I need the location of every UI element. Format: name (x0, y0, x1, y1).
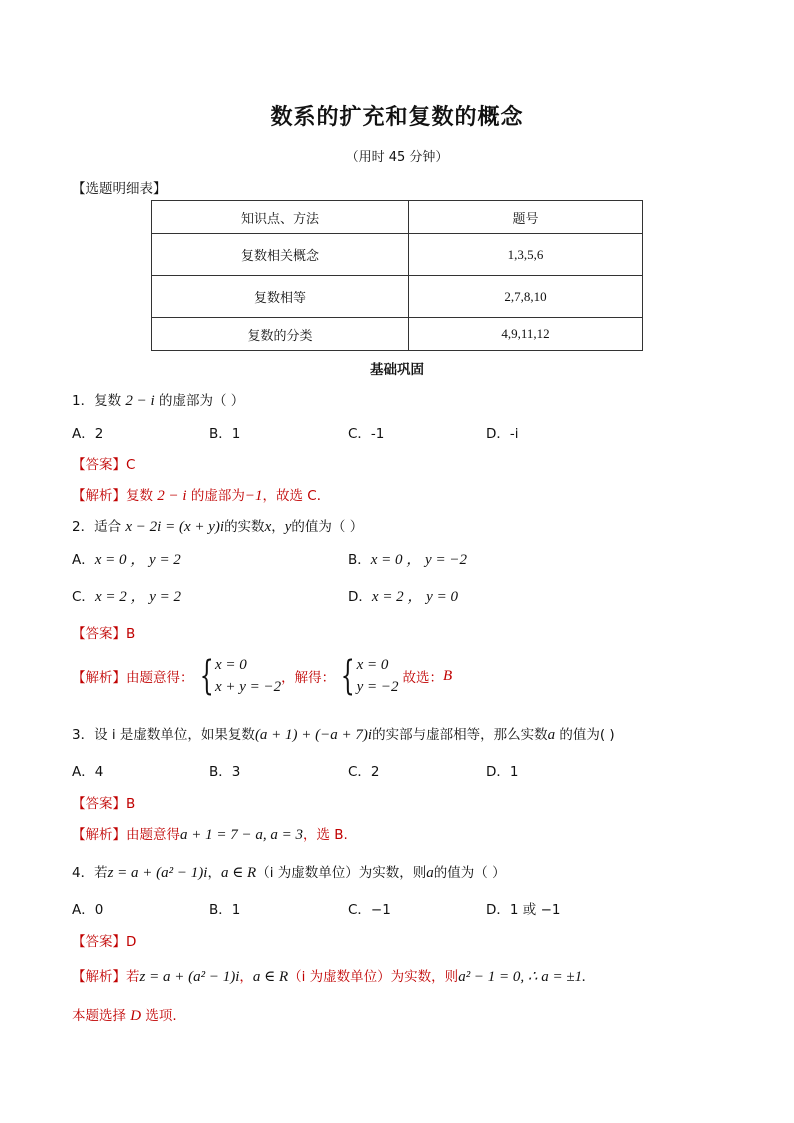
answer-value: B (126, 796, 136, 812)
answer-label: 【答案】 (72, 796, 126, 812)
q3-stem-text: 3．设 i 是虚数单位，如果复数 (72, 727, 255, 743)
q1-stem-math: 2 − i (125, 393, 155, 409)
q3-stem-math: (a + 1) + (−a + 7)i (254, 727, 373, 743)
page-title: 数系的扩充和复数的概念 (270, 105, 524, 130)
option-math: x = 2 ， y = 2 (94, 589, 181, 605)
q4-analysis (72, 965, 586, 986)
table-row (152, 318, 643, 351)
left-brace-icon: { (199, 653, 214, 699)
table-cell: 复数的分类 (152, 318, 409, 351)
q3-stem-math: a (547, 727, 556, 743)
analysis-math: a + 1 = 7 − a, a = 3 (180, 827, 303, 843)
analysis-text: ，解得： (281, 670, 336, 686)
q1-option-a: A．2 (72, 426, 104, 442)
analysis-math: −1 (244, 488, 263, 504)
analysis-text: 复数 (126, 488, 153, 504)
answer-label: 【答案】 (72, 934, 126, 950)
q2-option-c (72, 585, 181, 606)
equation: x = 0 (356, 657, 389, 673)
option-label: B． (348, 552, 371, 568)
q2-analysis (72, 654, 452, 698)
q1-option-b: B．1 (209, 426, 241, 442)
q4-option-c: C．−1 (348, 902, 391, 918)
equation: x = 0 (214, 657, 247, 673)
left-brace-icon: { (340, 653, 355, 699)
analysis-math: B (443, 667, 453, 684)
question-1-stem (72, 389, 244, 410)
question-3-stem (72, 723, 615, 744)
question-4-stem (72, 861, 506, 882)
analysis-label: 【解析】 (72, 969, 126, 985)
answer-label: 【答案】 (72, 457, 126, 473)
q4-answer (72, 930, 136, 950)
table-cell: 1,3,5,6 (409, 234, 643, 276)
analysis-label: 【解析】 (72, 670, 126, 686)
option-label: D． (348, 589, 372, 605)
q1-option-d: D．-i (486, 426, 519, 442)
analysis-text: ， (239, 969, 253, 985)
q4-option-a: A．0 (72, 902, 104, 918)
analysis-label: 【解析】 (72, 488, 126, 504)
option-label: A． (72, 552, 95, 568)
q4-stem-text: 4．若 (72, 865, 108, 881)
q2-stem-text: 2．适合 (72, 519, 122, 535)
q3-answer (72, 792, 135, 812)
table-header-row (152, 201, 643, 234)
q4-stem-math: a (426, 865, 434, 881)
table-header-cell: 题号 (409, 201, 643, 234)
table-cell: 2,7,8,10 (409, 276, 643, 318)
q1-stem-text: 的虚部为（ ） (158, 393, 245, 409)
q1-answer (72, 453, 135, 473)
answer-value: C (126, 457, 136, 473)
table-header-cell: 知识点、方法 (152, 201, 409, 234)
q3-option-c: C．2 (348, 764, 380, 780)
equation-system (357, 654, 399, 698)
q3-option-b: B．3 (209, 764, 241, 780)
q2-option-a (72, 548, 181, 569)
table-row (152, 276, 643, 318)
q1-option-c: C．-1 (348, 426, 385, 442)
time-limit: （用时 45 分钟） (345, 150, 449, 165)
analysis-text: ，选 B. (303, 827, 348, 843)
analysis-math: z = a + (a² − 1)i (139, 969, 240, 985)
analysis-text: （i 为虚数单位）为实数，则 (288, 969, 459, 985)
table-heading: 【选题明细表】 (72, 181, 167, 197)
q3-stem-text: 的值为( ) (555, 727, 615, 743)
answer-value: B (126, 626, 136, 642)
analysis-label: 【解析】 (72, 827, 126, 843)
topic-table (151, 200, 643, 351)
equation: x + y = −2 (214, 679, 282, 695)
answer-label: 【答案】 (72, 626, 126, 642)
q1-stem-text: 1．复数 (72, 393, 122, 409)
section-heading: 基础巩固 (370, 362, 424, 378)
table-cell: 4,9,11,12 (409, 318, 643, 351)
q2-stem-text: 的值为（ ） (291, 519, 364, 535)
conclusion-text: 选项. (141, 1008, 177, 1024)
table-row (152, 234, 643, 276)
q1-analysis (72, 484, 330, 505)
analysis-text: 的虚部为 (190, 488, 245, 504)
equation: y = −2 (356, 679, 399, 695)
question-2-stem (72, 515, 363, 536)
q3-option-d: D．1 (486, 764, 519, 780)
q4-stem-text: （i 为虚数单位）为实数，则 (256, 865, 427, 881)
q4-conclusion (72, 1004, 177, 1025)
q2-stem-text: ， (271, 519, 285, 535)
analysis-text: 由题意得 (126, 827, 180, 843)
analysis-text: ，故选 C． (262, 488, 331, 504)
q4-option-b: B．1 (209, 902, 241, 918)
table-cell: 复数相关概念 (152, 234, 409, 276)
analysis-math: a ∈ R (252, 969, 289, 985)
q4-option-d: D．1 或 −1 (486, 902, 561, 918)
conclusion-text: 本题选择 (72, 1008, 131, 1024)
q4-stem-math: z = a + (a² − 1)i (107, 865, 208, 881)
q2-stem-text: 的实数 (224, 519, 265, 535)
q2-stem-math: x (264, 519, 272, 535)
analysis-text: 若 (126, 969, 140, 985)
q2-answer (72, 622, 135, 642)
q4-stem-math: a ∈ R (220, 865, 257, 881)
table-cell: 复数相等 (152, 276, 409, 318)
q3-stem-text: 的实部与虚部相等，那么实数 (372, 727, 548, 743)
option-math: x = 0 ， y = −2 (370, 552, 467, 568)
q3-option-a: A．4 (72, 764, 104, 780)
analysis-math: 2 − i (157, 488, 187, 504)
q2-stem-math: y (284, 519, 292, 535)
answer-value: D (126, 934, 137, 950)
analysis-math: a² − 1 = 0, ∴ a = ±1. (458, 969, 586, 985)
q3-analysis (72, 823, 348, 844)
q2-stem-math: x − 2i = (x + y)i (125, 519, 225, 535)
option-math: x = 0 ， y = 2 (94, 552, 181, 568)
analysis-text: 由题意得： (126, 670, 194, 686)
q2-option-d (348, 585, 458, 606)
q2-option-b (348, 548, 467, 569)
analysis-text: 故选： (402, 670, 443, 686)
option-math: x = 2 ， y = 0 (371, 589, 458, 605)
q4-stem-text: 的值为（ ） (433, 865, 506, 881)
equation-system (215, 654, 281, 698)
q4-stem-text: ， (207, 865, 221, 881)
option-label: C． (72, 589, 95, 605)
conclusion-math: D (130, 1008, 142, 1024)
